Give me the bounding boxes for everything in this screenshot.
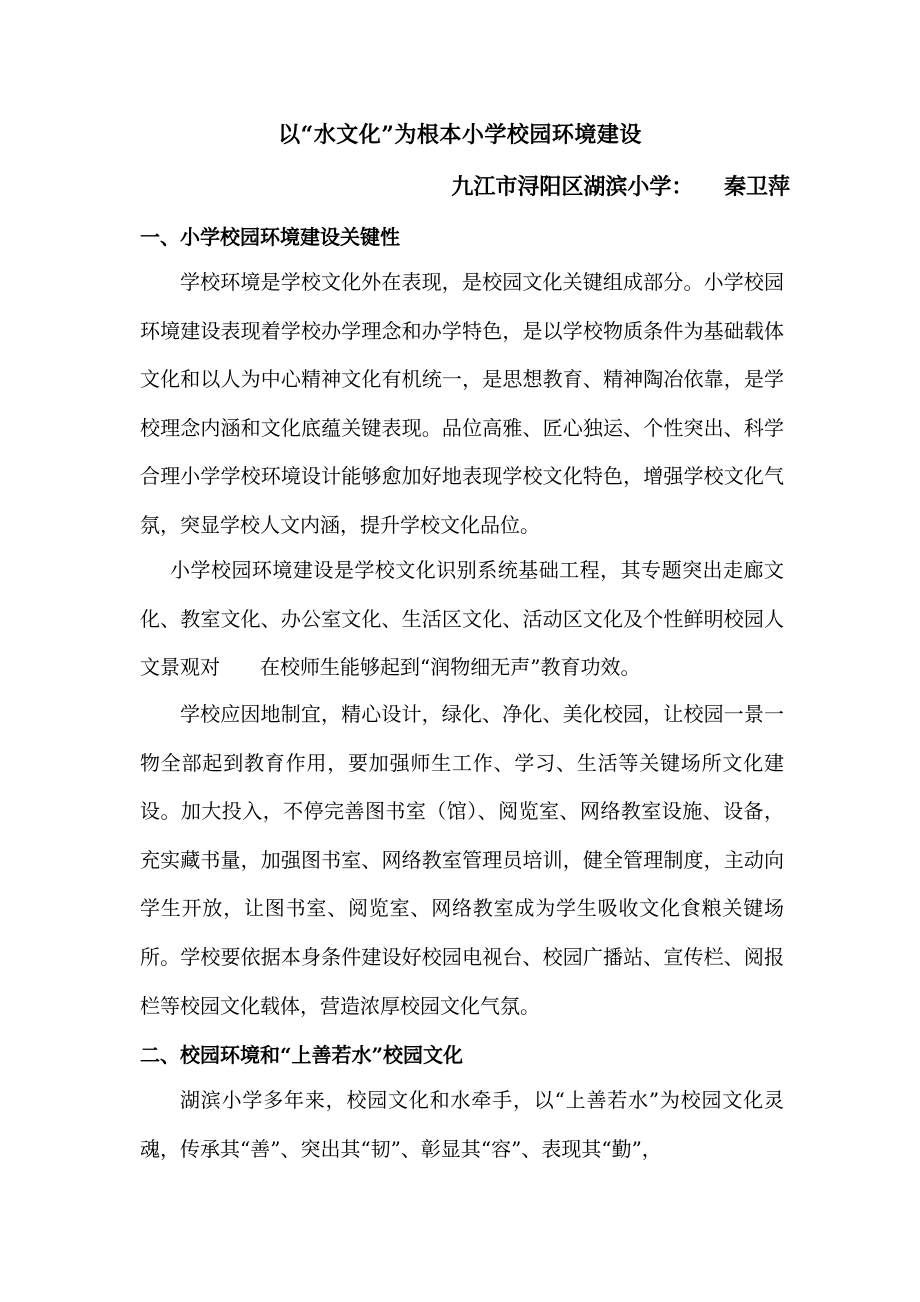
paragraph-2: 小学校园环境建设是学校文化识别系统基础工程，其专题突出走廊文化、教室文化、办公室文化、生活区文化、活动区文化及个性鲜明校园人文景观对 在校师生能够起到“润物细无声”教育功效。 [140, 558, 784, 680]
paragraph-4: 湖滨小学多年来，校园文化和水牵手，以“上善若水”为校园文化灵魂，传承其“善”、突出其“韧”、彰显其“容”、表现其“勤”， [140, 1088, 784, 1161]
section-heading-1: 一、小学校园环境建设关键性 [140, 225, 400, 249]
document-title: 以“水文化”为根本小学校园环境建设 [278, 122, 642, 148]
paragraph-1: 学校环境是学校文化外在表现，是校园文化关键组成部分。小学校园环境建设表现着学校办学理念和办学特色，是以学校物质条件为基础载体文化和以人为中心精神文化有机统一，是思想教育、精神陶冶依靠，是学校理念内涵和文化底蕴关键表现。品位高雅、匠心独运、个性突出、科学合理小学学校环境设计能够愈加好地表现学校文化特色，增强学校文化气氛，突显学校人文内涵，提升学校文化品位。 [140, 270, 784, 537]
document-author: 九江市浔阳区湖滨小学： 秦卫萍 [451, 174, 790, 200]
paragraph-3: 学校应因地制宜，精心设计，绿化、净化、美化校园，让校园一景一物全部起到教育作用，要加强师生工作、学习、生活等关键场所文化建设。加大投入，不停完善图书室（馆）、阅览室、网络教室设施、设备，充实藏书量，加强图书室、网络教室管理员培训，健全管理制度，主动向学生开放，让图书室、阅览室、网络教室成为学生吸收文化食粮关键场所。学校要依据本身条件建设好校园电视台、校园广播站、宣传栏、阅报栏等校园文化载体，营造浓厚校园文化气氛。 [140, 702, 784, 1018]
section-heading-2: 二、校园环境和“上善若水”校园文化 [140, 1043, 464, 1067]
